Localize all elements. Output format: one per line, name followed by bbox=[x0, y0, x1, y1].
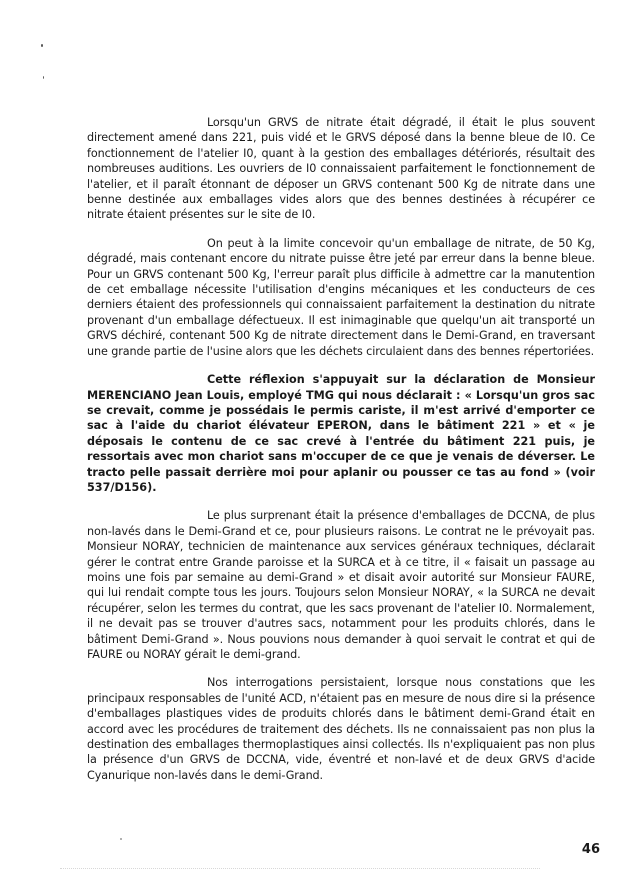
scan-speck bbox=[120, 838, 122, 840]
paragraph-grvs-nitrate: Lorsqu'un GRVS de nitrate était dégradé, il était le plus souvent directement amené dans 221, puis vidé et le GRVS déposé dans la benne bleue de I0. Ce fonctionnement de l'atelier I0, quant à la gestion des emballages détériorés, résultait des nombreuses auditions. Les ouvriers de I0 connaissaient parfaitement le fonctionnement de l'atelier, et il paraît étonnant de déposer un GRVS contenant 500 Kg de nitrate dans une benne destinée aux emballages vides alors que des bennes destinées à récupérer ce nitrate étaient présentes sur le site de I0. bbox=[87, 116, 595, 222]
scan-noise-line bbox=[60, 868, 540, 873]
paragraph-emballage-nitrate: On peut à la limite concevoir qu'un emballage de nitrate, de 50 Kg, dégradé, mais contenant encore du nitrate puisse être jeté par erreur dans la benne bleue. Pour un GRVS contenant 500 Kg, l'erreur paraît plus difficile à admettre car la manutention de cet emballage nécessite l'utilisation d'engins mécaniques et les conducteurs de ces derniers étaient des professionnels qui connaissaient parfaitement la destination du nitrate provenant d'un emballage défectueux. Il est inimaginable que quelqu'un ait transporté un GRVS déchiré, contenant 500 Kg de nitrate directement dans le Demi-Grand, en traversant une grande partie de l'usine alors que les déchets circulaient dans des bennes répertoriées. bbox=[87, 236, 595, 358]
paragraph-emballages-dccna: Le plus surprenant était la présence d'emballages de DCCNA, de plus non-lavés dans le Demi-Grand et ce, pour plusieurs raisons. Le contrat ne le prévoyait pas. Monsieur NORAY, technicien de maintenance aux services généraux techniques, déclarait gérer le contrat entre Grande paroisse et la SURCA et à ce titre, il « faisait un passage au moins une fois par semaine au demi-Grand » et disait avoir autorité sur Monsieur FAURE, qui lui rendait compte tous les jours. Toujours selon Monsieur NORAY, « la SURCA ne devait récupérer, selon les termes du contrat, que les sacs provenant de l'atelier I0. Normalement, il ne devait pas se trouver d'autres sacs, notamment pour les produits chlorés, dans le bâtiment Demi-Grand ». Nous pouvions nous demander à quoi servait le contrat et qui de FAURE ou NORAY gérait le demi-grand. bbox=[87, 509, 595, 661]
document-body bbox=[87, 115, 595, 796]
scan-speck bbox=[43, 76, 44, 79]
scan-speck bbox=[41, 44, 43, 47]
paragraph-declaration-merenciano: Cette réflexion s'appuyait sur la déclaration de Monsieur MERENCIANO Jean Louis, employé TMG qui nous déclarait : « Lorsqu'un gros sac se crevait, comme je possédais le permis cariste, il m'est arrivé d'emporter ce sac à l'aide du chariot élévateur EPERON, dans le bâtiment 221 » et « je déposais le contenu de ce sac crevé à l'entrée du bâtiment 221 puis, je ressortais avec mon chariot sans m'occuper de ce que je venais de déverser. Le tracto pelle passait derrière moi pour aplanir ou pousser ce tas au fond » (voir 537/D156). bbox=[87, 373, 595, 494]
page-number: 46 bbox=[581, 842, 600, 857]
paragraph-interrogations: Nos interrogations persistaient, lorsque nous constations que les principaux responsables de l'unité ACD, n'étaient pas en mesure de nous dire si la présence d'emballages plastiques vides de produits chlorés dans le bâtiment demi-Grand était en accord avec les procédures de traitement des déchets. Ils ne connaissaient pas non plus la destination des emballages thermoplastiques ainsi collectés. Ils n'expliquaient pas non plus la présence d'un GRVS de DCCNA, vide, éventré et non-lavé et de deux GRVS d'acide Cyanurique non-lavés dans le demi-Grand. bbox=[87, 676, 595, 782]
